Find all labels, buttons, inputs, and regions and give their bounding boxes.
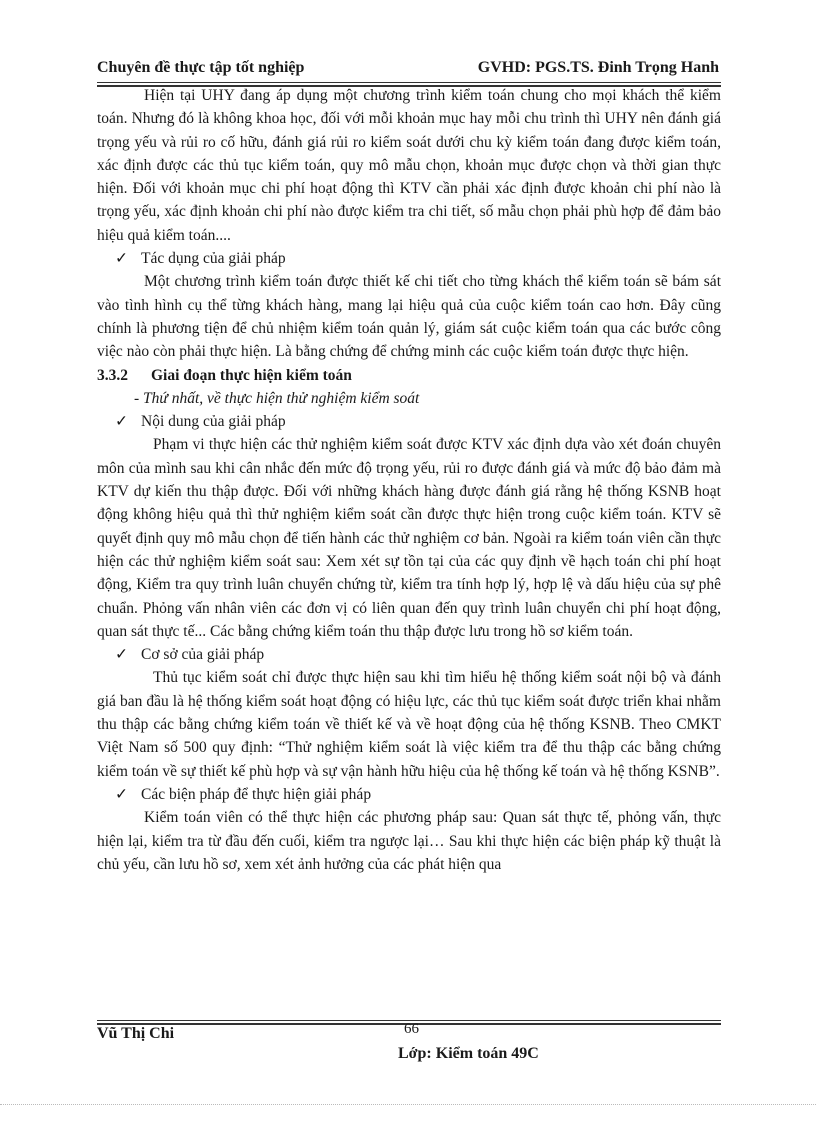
document-body	[97, 84, 721, 876]
check-mark-icon: ✓	[115, 250, 128, 268]
bullet-item	[97, 783, 721, 806]
footer-class: Lớp: Kiểm toán 49C	[398, 1045, 539, 1062]
bullet-label: Cơ sở của giải pháp	[141, 646, 265, 664]
section-number: 3.3.2	[97, 366, 128, 384]
check-mark-icon: ✓	[115, 785, 128, 803]
paragraph: Kiểm toán viên có thể thực hiện các phương pháp sau: Quan sát thực tế, phỏng vấn, thực hiện lại, kiểm tra từ đầu đến cuối, kiểm tra ngược lại… Sau khi thực hiện các biện pháp kỹ thuật là chủ yếu, cần lưu hồ sơ, xem xét ảnh hưởng của các phát hiện qua	[97, 809, 721, 873]
paragraph: Phạm vi thực hiện các thử nghiệm kiểm soát được KTV xác định dựa vào xét đoán chuyên môn của mình sau khi cân nhắc đến mức độ trọng yếu, rủi ro được đánh giá và mức độ bảo đảm mà KTV dự kiến thu thập được. Đối với những khách hàng được đánh giá rằng hệ thống KSNB hoạt động không hiệu quả thì thử nghiệm kiểm soát cần được thực hiện trong cuộc kiểm toán. KTV sẽ quyết định quy mô mẫu chọn để tiến hành các thử nghiệm cơ bản. Ngoài ra kiểm toán viên cần thực hiện các thử nghiệm kiểm soát sau: Xem xét sự tồn tại của các quy định về hạch toán chi phí hoạt động, Kiểm tra quy trình luân chuyển chứng từ, kiểm tra tính hợp lý, hợp lệ và dấu hiệu của sự phê chuẩn. Phỏng vấn nhân viên các đơn vị có liên quan đến quy trình luân chuyển chi phí hoạt động, quan sát thực tế... Các bằng chứng kiểm toán thu thập được lưu trong hồ sơ kiểm toán.	[97, 436, 721, 640]
subheading: - Thứ nhất, về thực hiện thử nghiệm kiểm soát	[134, 389, 420, 407]
page-bottom-dotted-line	[0, 1104, 816, 1105]
bullet-label: Các biện pháp để thực hiện giải pháp	[141, 785, 372, 803]
page-number: 66	[404, 1021, 419, 1037]
check-mark-icon: ✓	[115, 413, 128, 431]
footer-author: Vũ Thị Chi	[97, 1025, 175, 1042]
section-heading	[97, 364, 721, 387]
paragraph: Hiện tại UHY đang áp dụng một chương trình kiểm toán chung cho mọi khách thể kiểm toán. Nhưng đó là không khoa học, đối với mỗi khoản mục hay mỗi chu trình thì UHY nên đánh giá trọng yếu và rủi ro cố hữu, đánh giá rủi ro kiểm soát dưới chu kỳ kiểm toán đang được kiểm toán, xác định được các thủ tục kiểm toán, quy mô mẫu chọn, khoản mục được chọn và thời gian thực hiện. Đối với khoản mục chi phí hoạt động thì KTV cần phải xác định được khoản chi phí nào là trọng yếu, xác định khoản chi phí nào được kiểm tra chi tiết, số mẫu chọn phải phù hợp để đảm bảo hiệu quả kiểm toán....	[97, 87, 721, 244]
header-report-title: Chuyên đề thực tập tốt nghiệp	[97, 59, 305, 76]
bullet-item	[97, 247, 721, 270]
section-title: Giai đoạn thực hiện kiểm toán	[151, 366, 352, 384]
header-rule-thin	[97, 82, 721, 83]
page-header	[97, 59, 719, 81]
bullet-label: Nội dung của giải pháp	[141, 413, 286, 431]
paragraph: Một chương trình kiểm toán được thiết kế chi tiết cho từng khách thể kiểm toán sẽ bám sát vào tình hình cụ thể từng khách hàng, mang lại hiệu quả của cuộc kiểm toán cao hơn. Đây cũng chính là phương tiện để chủ nhiệm kiểm toán quản lý, giám sát cuộc kiểm toán qua các bước công việc nào còn phải thực hiện. Là bằng chứng để chứng minh các cuộc kiểm toán được thực hiện.	[97, 273, 721, 361]
paragraph: Thủ tục kiểm soát chỉ được thực hiện sau khi tìm hiểu hệ thống kiểm soát nội bộ và đánh giá ban đầu là hệ thống kiểm soát hoạt động có hiệu lực, các thủ tục kiểm soát được triển khai nhằm thu thập các bằng chứng kiểm toán về thiết kế và về hoạt động của hệ thống KSNB. Theo CMKT Việt Nam số 500 quy định: “Thử nghiệm kiểm soát là việc kiểm tra để thu thập các bằng chứng kiểm toán về sự thiết kế phù hợp và sự vận hành hữu hiệu của hệ thống kế toán và hệ thống KSNB”.	[97, 669, 721, 780]
bullet-label: Tác dụng của giải pháp	[141, 250, 286, 268]
bullet-item	[97, 643, 721, 666]
check-mark-icon: ✓	[115, 646, 128, 664]
bullet-item	[97, 410, 721, 433]
header-supervisor: GVHD: PGS.TS. Đinh Trọng Hanh	[477, 59, 719, 76]
